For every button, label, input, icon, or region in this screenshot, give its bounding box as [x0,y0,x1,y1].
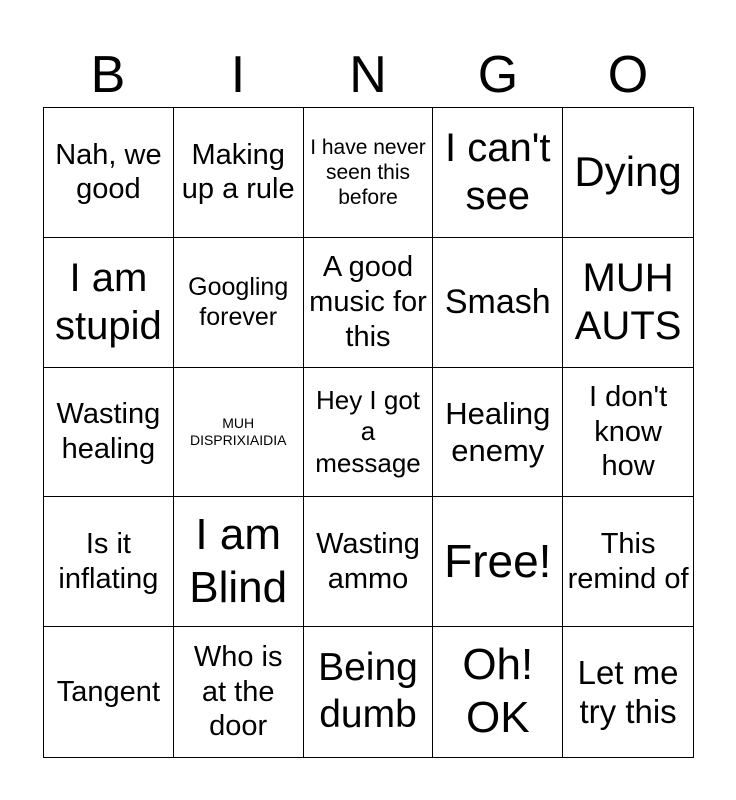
bingo-cell[interactable] [174,368,304,498]
bingo-cell[interactable] [563,108,693,238]
bingo-cell[interactable] [44,627,174,757]
bingo-cell-text: Googling forever [188,273,289,332]
header-letter-o: O [607,46,649,104]
bingo-cell-text: Tangent [56,675,160,708]
bingo-cell[interactable] [44,238,174,368]
bingo-board [43,107,694,758]
bingo-cell[interactable] [433,108,563,238]
bingo-cell[interactable] [304,108,434,238]
bingo-cell[interactable] [174,627,304,757]
bingo-cell[interactable] [563,497,693,627]
bingo-cell-text: I am stupid [55,256,162,349]
bingo-cell-text: Hey I got a message [315,385,421,478]
bingo-cell-text: Wasting healing [56,398,161,465]
bingo-cell-text: Oh! OK [462,640,534,743]
bingo-cell[interactable] [433,497,563,627]
bingo-cell[interactable] [563,368,693,498]
bingo-cell-text: Let me try this [577,653,679,731]
bingo-cell[interactable] [304,497,434,627]
bingo-cell-text: Is it inflating [58,527,159,595]
bingo-cell-text: Being dumb [318,646,418,737]
header-letter-i: I [230,46,246,104]
bingo-cell[interactable] [304,627,434,757]
bingo-cell-text: Making up a rule [181,138,295,206]
header-letter-g: G [477,46,519,104]
bingo-cell-text: I have never seen this before [310,135,426,209]
bingo-cell-text: I can't see [445,126,551,219]
bingo-cell[interactable] [174,238,304,368]
bingo-header [43,42,693,108]
bingo-cell[interactable] [174,108,304,238]
bingo-cell[interactable] [563,627,693,757]
bingo-cell[interactable] [44,497,174,627]
bingo-cell-text: A good music for this [309,251,427,353]
bingo-cell[interactable] [304,238,434,368]
bingo-cell[interactable] [433,368,563,498]
bingo-cell[interactable] [433,238,563,368]
bingo-cell-text: Who is at the door [193,640,283,743]
bingo-cell-text: Nah, we good [55,138,162,206]
bingo-cell-text: Healing enemy [445,395,551,468]
bingo-cell-text: MUH AUTS [574,256,682,349]
bingo-cell-text: Free! [444,535,552,588]
bingo-cell[interactable] [44,108,174,238]
bingo-cell-text: MUH DISPRIXIAIDIA [189,415,287,448]
bingo-cell[interactable] [304,368,434,498]
bingo-cell-text: Wasting ammo [316,527,420,595]
bingo-cell[interactable] [433,627,563,757]
bingo-cell-text: I am Blind [189,509,288,612]
bingo-cell-text: Dying [574,148,682,196]
bingo-cell-text: This remind of [567,527,689,595]
header-letter-b: B [90,46,126,104]
bingo-cell[interactable] [563,238,693,368]
header-letter-n: N [349,46,387,104]
bingo-cell-text: I don't know how [589,380,668,483]
bingo-cell[interactable] [44,368,174,498]
bingo-cell[interactable] [174,497,304,627]
bingo-cell-text: Smash [444,282,551,321]
